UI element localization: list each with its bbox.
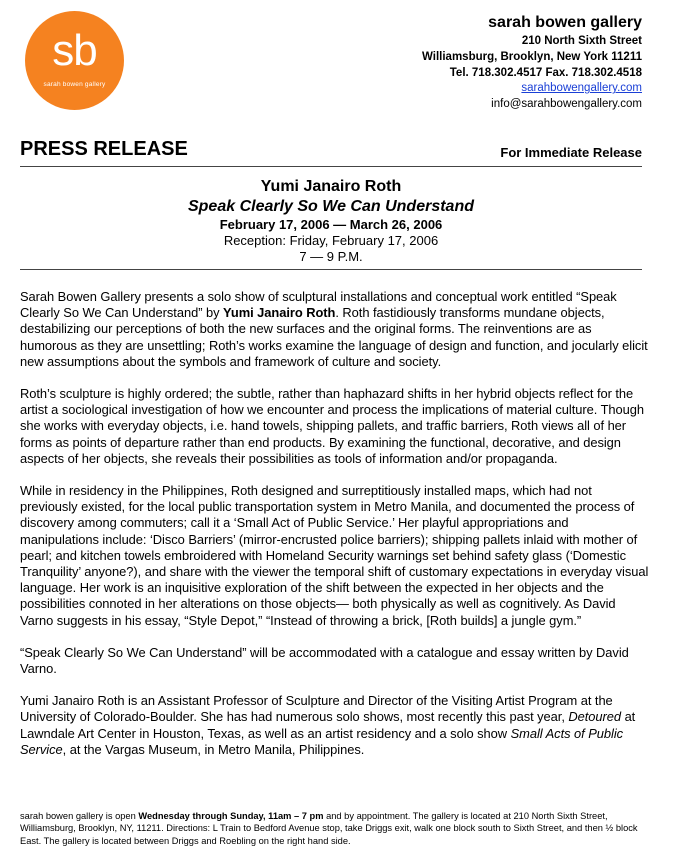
show-title: Detoured — [568, 709, 622, 725]
address-line-1: 210 North Sixth Street — [521, 35, 642, 47]
paragraph-intro — [20, 289, 650, 370]
email-address: info@sarahbowengallery.com — [491, 98, 642, 111]
paragraph-text: Yumi Janairo Roth is an Assistant Professor of Sculpture and Director of the Visiting Artist Program at the University of Colorado-Boulder. She has had numerous solo shows, most recently this past year, — [20, 693, 613, 725]
paragraph-sculpture: Roth’s sculpture is highly ordered; the subtle, rather than haphazard shifts in her hybrid objects reflect for the artist a sociological investigation of how we encounter and process the implications of material culture. Though she works with everyday objects, i.e. hand towels, shipping pallets, and traffic barriers, Roth views all of her forms as points of departure rather than end products. By examining the functional, decorative, and design aspects of her objects, she reveals their possibilities as tools of information and/or propaganda. — [20, 386, 644, 466]
press-release-header — [20, 138, 642, 167]
contact-block — [422, 12, 642, 113]
gallery-name: sarah bowen gallery — [488, 14, 642, 31]
exhibition-heading — [20, 177, 642, 265]
paragraph-text: Sarah Bowen Gallery presents a solo show of sculptural installations and conceptual work entitled “Speak Clearly So We Can Understand” by — [20, 289, 617, 321]
paragraph-catalogue: “Speak Clearly So We Can Understand” will be accommodated with a catalogue and essay written by David Varno. — [20, 644, 629, 677]
footer-text: and by appointment. The gallery is located at 210 North Sixth Street, Williamsburg, Brooklyn, NY, 11211. Directions: L Train to Bedford Avenue stop, take Driggs exit, walk one block south to Sixth Street, and then ½ block East. The gallery is located between Driggs and Roebling on the right hand side. — [20, 811, 638, 846]
release-note: For Immediate Release — [500, 145, 642, 160]
show-title: Small Acts of Public Service — [20, 725, 624, 757]
address-line-2: Williamsburg, Brooklyn, New York 11211 — [422, 50, 642, 63]
paragraph-residency: While in residency in the Philippines, Roth designed and surreptitiously installed maps, which had not previously existed, for the local public transportation system in Metro Manila, and documented the process of discovery among commuters; call it a ‘Small Act of Public Service.’ Her playful appropriations and manipulations include: ‘Disco Barriers’ (mirror-encrusted police barriers); shipping pallets inlaid with mother of pearl; and kitchen towels embroidered with Homeland Security warnings set behind safety glass (‘Domestic Tranquility’ anyone?), and share with the viewer the temporal shift of customary expectations in everyday visual language. Her work is an inquisitive exploration of the shift between the expected in her objects and the possibilities connoted in her alterations on those objects— both physically as well as cognitively. As David Varno suggests in his essay, “Style Depot,” “Instead of throwing a brick, [Roth builds] a jungle gym.” — [20, 483, 649, 628]
footer-info — [20, 810, 655, 847]
artist-name: Yumi Janairo Roth — [260, 178, 402, 195]
gallery-logo — [25, 11, 124, 110]
paragraph-text: . Roth fastidiously transforms mundane objects, destabilizing our perceptions of both the new surfaces and the original forms. The reinventions are as humorous as they are unsettling; Roth’s works examine the language of design and function, and jocularly elicit new assumptions about the symbols and framework of culture and society. — [20, 305, 648, 369]
reception-time: 7 — 9 P.M. — [299, 249, 363, 264]
paragraph-bio — [20, 693, 650, 758]
exhibition-title: Speak Clearly So We Can Understand — [187, 198, 474, 215]
footer-text: sarah bowen gallery is open — [20, 811, 139, 821]
artist-name-inline: Yumi Janairo Roth — [223, 305, 336, 321]
divider — [20, 269, 642, 270]
phone-fax: Tel. 718.302.4517 Fax. 718.302.4518 — [449, 66, 642, 79]
logo-monogram: sb — [52, 26, 97, 75]
opening-hours: Wednesday through Sunday, 11am – 7 pm — [138, 811, 324, 821]
press-release-title: PRESS RELEASE — [20, 138, 188, 160]
paragraph-text: , at the Vargas Museum, in Metro Manila, Philippines. — [62, 741, 365, 757]
logo-text: sarah bowen gallery — [43, 81, 106, 88]
release-body — [20, 289, 650, 774]
exhibition-dates: February 17, 2006 — March 26, 2006 — [219, 217, 443, 232]
website-link[interactable]: sarahbowengallery.com — [521, 82, 642, 95]
paragraph-text: at Lawndale Art Center in Houston, Texas, as well as an artist residency and a solo show — [20, 709, 636, 741]
reception-date: Reception: Friday, February 17, 2006 — [223, 233, 439, 248]
